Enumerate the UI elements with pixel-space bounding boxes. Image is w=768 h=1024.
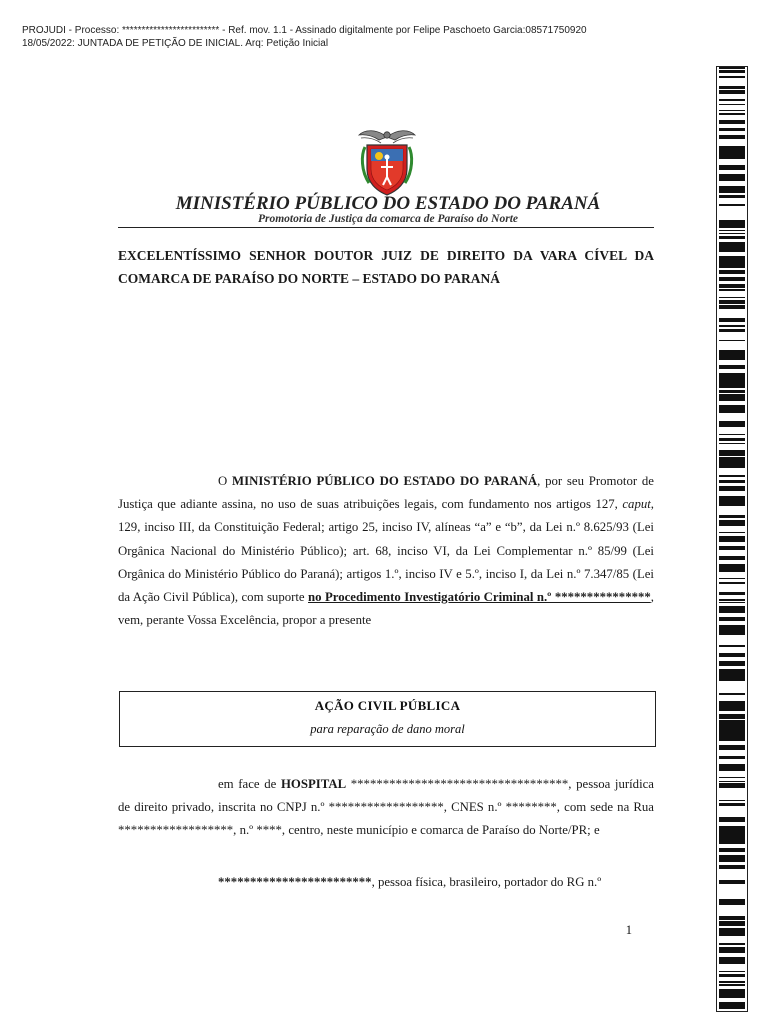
barcode-icon [717,67,747,1011]
action-title-box [119,691,656,747]
intro-caput: caput [622,497,651,512]
intro-paragraph [118,470,654,632]
defendant-hospital: HOSPITAL [280,777,347,791]
action-subtitle: para reparação de dano moral [310,722,465,736]
letterhead-divider [118,227,654,228]
second-party-paragraph [118,871,654,894]
second-party-text: , pessoa física, brasileiro, portador do RG n.º [371,875,602,889]
document-header [22,24,587,50]
letterhead-title: MINISTÉRIO PÚBLICO DO ESTADO DO PARANÁ [175,193,601,214]
defendant-text-1: em face de [218,777,281,791]
header-line-1: PROJUDI - Processo: ************************* - Ref. mov. 1.1 - Assinado digitalmente por Felipe Paschoeto Garcia:08571750920 [22,25,587,36]
intro-text-3: , vem, perante Vossa Excelência, propor a presente [118,590,654,628]
address-heading: EXCELENTÍSSIMO SENHOR DOUTOR JUIZ DE DIREITO DA VARA CÍVEL DA COMARCA DE PARAÍSO DO NORTE – ESTADO DO PARANÁ [118,248,654,286]
intro-text-2: , 129, inciso III, da Constituição Federal; artigo 25, inciso IV, alíneas “a” e “b”, da Lei n.º 8.625/93 (Lei Orgânica Nacional do Ministério Público); art. 68, inciso VI, da Lei Complementar n.º 85/99 (Lei Orgânica do Ministério Público do Paraná); artigos 1.º, inciso IV e 5.º, inciso I, da Lei n.º 7.347/85 (Lei da Ação Civil Pública), com suporte [118,497,654,605]
letterhead-subtitle: Promotoria de Justiça da comarca de Paraíso do Norte [257,213,518,225]
intro-procedimento: no Procedimento Investigatório Criminal n.º *************** [308,590,651,605]
header-line-2: 18/05/2022: JUNTADA DE PETIÇÃO DE INICIAL. Arq: Petição Inicial [22,38,329,49]
intro-text-1: , por seu Promotor de Justiça que adiante assina, no uso de suas atribuições legais, com fundamento nos artigos 127, [118,474,654,512]
defendant-paragraph [118,773,654,843]
intro-o: O [218,474,228,488]
page-number: 1 [625,923,632,937]
second-party-name: ************************ [218,875,372,889]
intro-mp-name: MINISTÉRIO PÚBLICO DO ESTADO DO PARANÁ [232,474,538,488]
action-title: AÇÃO CIVIL PÚBLICA [314,698,461,713]
side-barcode [716,66,748,1012]
parana-coat-of-arms-icon [357,125,417,197]
defendant-text-2: **********************************, pessoa jurídica de direito privado, inscrita no CNPJ n.º ******************, CNES n.º ********, com sede na Rua ******************, n.º ****, centro, neste município e comarca de Paraíso do Norte/PR; e [118,777,654,838]
